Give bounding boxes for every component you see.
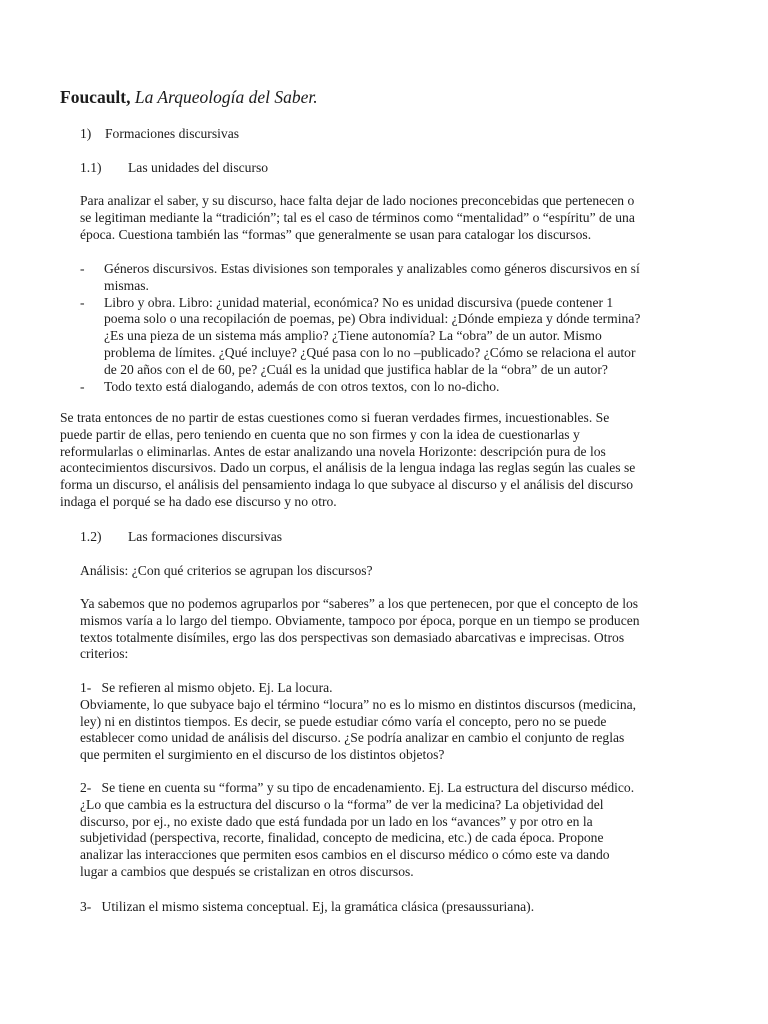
- text-line: indaga el porqué se ha dado ese discurso y no otro.: [60, 493, 337, 509]
- text-line: Obviamente, lo que subyace bajo el término “locura” no es lo mismo en distintos discursos (medicina,: [80, 696, 637, 712]
- section-1-1-number: 1.1): [80, 160, 102, 175]
- text-line: Se trata entonces de no partir de estas cuestiones como si fueran verdades firmes, incuestionables. Se: [60, 410, 610, 425]
- list-item: [80, 261, 720, 295]
- criterion-2: [80, 780, 720, 881]
- text-line: Géneros discursivos. Estas divisiones son temporales y analizables como géneros discursivos en sí: [104, 261, 640, 276]
- text-line: poema solo o una recopilación de poemas, pe) Obra individual: ¿Dónde empieza y dónde termina?: [104, 311, 641, 327]
- unidades-bullet-list: [80, 261, 720, 395]
- intro-paragraph: [80, 193, 720, 243]
- text-line: ley) ni en distintos tiempos. Es decir, se puede estudiar cómo varía el concepto, pero no se puede: [80, 713, 607, 729]
- text-line: subjetividad (perspectiva, recorte, finalidad, concepto de medicina, etc.) de cada época. Propone: [80, 830, 604, 846]
- text-line: reformularlas o eliminarlas. Antes de estar analizando una novela Horizonte: descripción pura de los: [60, 443, 606, 459]
- section-1-2-heading: Las formaciones discursivas: [128, 529, 283, 544]
- paragraph-3: [80, 596, 720, 663]
- text-line: 2- Se tiene en cuenta su “forma” y su tipo de encadenamiento. Ej. La estructura del discurso médico.: [80, 780, 635, 795]
- text-line: establecer como unidad de análisis del discurso. ¿Se podría analizar en cambio el conjunto de reglas: [80, 730, 625, 746]
- title-author: Foucault,: [60, 87, 131, 107]
- bullet-dash: -: [80, 378, 85, 394]
- text-line: acontecimientos discursivos. Dado un corpus, el análisis de la lengua indaga las reglas según las cuales se: [60, 460, 636, 476]
- section-1-1-heading: Las unidades del discurso: [128, 160, 269, 175]
- text-line: analizar las interacciones que permiten esos cambios en el discurso médico o cómo este va dando: [80, 847, 610, 863]
- text-line: ¿Lo que cambia es la estructura del discurso o la “forma” de ver la medicina? La objetividad del: [80, 796, 604, 812]
- text-line: puede partir de ellas, pero teniendo en cuenta que no son firmes y con la idea de cuestionarlas y: [60, 426, 580, 442]
- text-line: Para analizar el saber, y su discurso, hace falta dejar de lado nociones preconcebidas que pertenecen o: [80, 193, 635, 208]
- text-line: problema de límites. ¿Qué incluye? ¿Qué pasa con lo no –publicado? ¿Cómo se relaciona el autor: [104, 344, 636, 360]
- list-item: [80, 379, 720, 396]
- text-line: criterios:: [80, 646, 129, 662]
- text-line: mismos varía a lo largo del tiempo. Obviamente, tampoco por época, porque en un tiempo se producen: [80, 612, 640, 628]
- text-line: Ya sabemos que no podemos agruparlos por “saberes” a los que pertenecen, por que el concepto de los: [80, 596, 639, 611]
- text-line: 1- Se refieren al mismo objeto. Ej. La locura.: [80, 680, 333, 695]
- section-1-heading: Formaciones discursivas: [105, 126, 240, 141]
- criterion-3: 3- Utilizan el mismo sistema conceptual. Ej, la gramática clásica (presaussuriana).: [80, 899, 535, 914]
- text-line: época. Cuestiona también las “formas” que generalmente se usan para catalogar los discursos.: [80, 226, 592, 242]
- text-line: Todo texto está dialogando, además de con otros textos, con lo no-dicho.: [104, 378, 500, 394]
- text-line: lugar a cambios que después se cristalizan en otros discursos.: [80, 863, 414, 879]
- bullet-dash: -: [80, 294, 85, 310]
- text-line: se legitiman mediante la “tradición”; tal es el caso de términos como “mentalidad” o “espíritu” de una: [80, 209, 635, 225]
- bullet-dash: -: [80, 261, 85, 276]
- section-1-2-number: 1.2): [80, 529, 102, 544]
- text-line: que permiten el surgimiento en el discurso de los distintos objetos?: [80, 747, 445, 763]
- analysis-question: Análisis: ¿Con qué criterios se agrupan los discursos?: [80, 563, 373, 578]
- section-1-number: 1): [80, 126, 92, 141]
- text-line: forma un discurso, el análisis del pensamiento indaga lo que subyace al discurso y el análisis del discurso: [60, 477, 634, 493]
- text-line: mismas.: [104, 277, 149, 293]
- text-line: Libro y obra. Libro: ¿unidad material, económica? No es unidad discursiva (puede contener 1: [104, 294, 614, 310]
- text-line: textos totalmente disímiles, ergo las dos perspectivas son demasiado abarcativas e imprecisas. Otros: [80, 629, 625, 645]
- document-title: [60, 87, 318, 108]
- title-work: La Arqueología del Saber.: [134, 87, 318, 107]
- text-line: discurso, por ej., no existe dado que está fundada por un lado en los “avances” y por otro en la: [80, 813, 593, 829]
- text-line: de 20 años con el de 60, pe? ¿Cuál es la unidad que justifica hablar de la “obra” de un autor?: [104, 361, 608, 377]
- criterion-1: [80, 680, 720, 764]
- text-line: ¿Es una pieza de un sistema más amplio? ¿Tiene autonomía? La “obra” de un autor. Mismo: [104, 328, 602, 344]
- paragraph-2: [60, 410, 720, 511]
- list-item: [80, 295, 720, 379]
